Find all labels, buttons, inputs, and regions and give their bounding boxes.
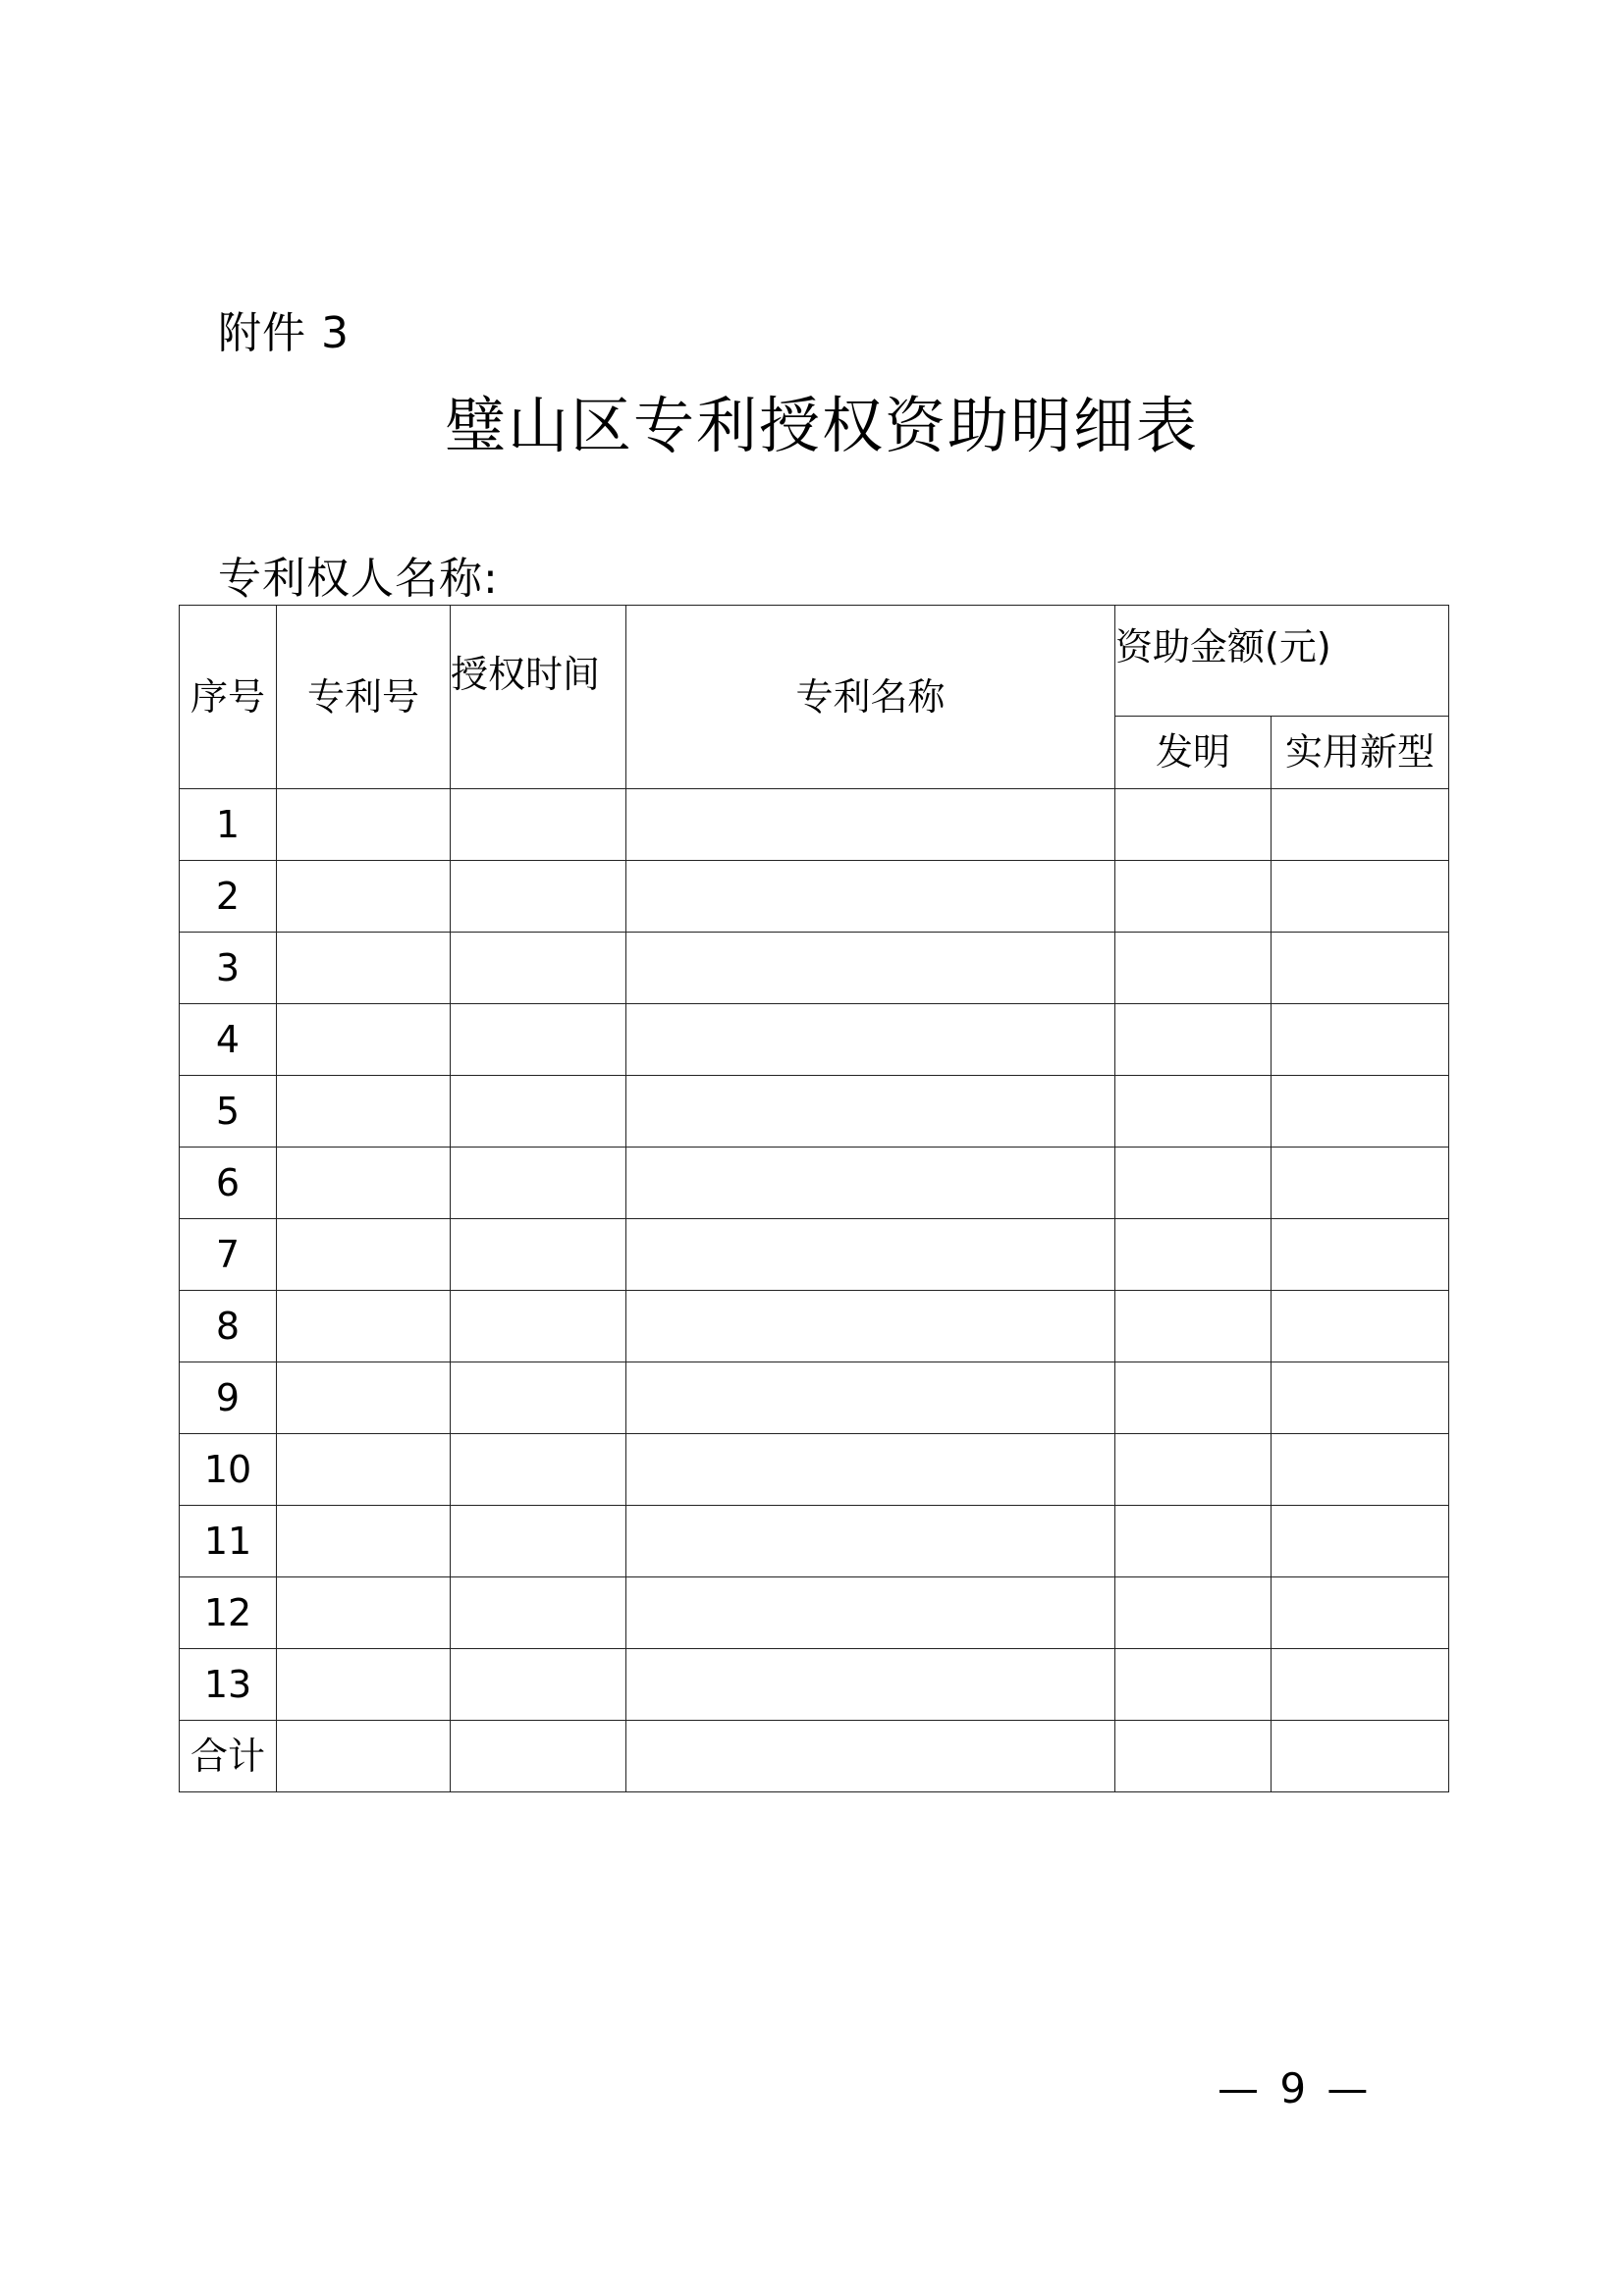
- patent-name-cell[interactable]: [626, 1004, 1115, 1076]
- header-grant-time: 授权时间: [451, 606, 626, 789]
- page-title: 璧山区专利授权资助明细表: [444, 390, 1199, 461]
- patent-no-cell[interactable]: [277, 789, 451, 861]
- invention-amount-cell[interactable]: [1115, 861, 1272, 933]
- patent-name-cell[interactable]: [626, 933, 1115, 1004]
- invention-amount-cell[interactable]: [1115, 1577, 1272, 1649]
- row-seq-cell: 6: [180, 1148, 277, 1219]
- page-number: — 9 —: [1218, 2064, 1373, 2112]
- table-row: [180, 1291, 1449, 1362]
- grant-time-cell[interactable]: [451, 1219, 626, 1291]
- utility-model-amount-cell[interactable]: [1272, 1004, 1449, 1076]
- patent-no-cell[interactable]: [277, 1076, 451, 1148]
- utility-model-amount-cell[interactable]: [1272, 1076, 1449, 1148]
- patent-no-cell[interactable]: [277, 933, 451, 1004]
- invention-amount-cell[interactable]: [1115, 1649, 1272, 1721]
- header-patent-name: 专利名称: [626, 606, 1115, 789]
- grant-time-cell[interactable]: [451, 1076, 626, 1148]
- utility-model-amount-cell[interactable]: [1272, 1506, 1449, 1577]
- grant-time-cell[interactable]: [451, 861, 626, 933]
- row-seq-cell: 4: [180, 1004, 277, 1076]
- row-seq-cell: 12: [180, 1577, 277, 1649]
- table-row: [180, 1577, 1449, 1649]
- patent-no-cell[interactable]: [277, 1434, 451, 1506]
- utility-model-amount-cell[interactable]: [1272, 1219, 1449, 1291]
- table-row: [180, 1434, 1449, 1506]
- grant-time-cell[interactable]: [451, 789, 626, 861]
- row-seq-cell: 2: [180, 861, 277, 933]
- utility-model-amount-cell[interactable]: [1272, 933, 1449, 1004]
- utility-model-amount-cell[interactable]: [1272, 1148, 1449, 1219]
- patent-name-cell[interactable]: [626, 1649, 1115, 1721]
- patent-name-cell[interactable]: [626, 861, 1115, 933]
- patent-name-cell[interactable]: [626, 1362, 1115, 1434]
- grant-time-cell[interactable]: [451, 1434, 626, 1506]
- table-row: [180, 789, 1449, 861]
- header-invention: 发明: [1115, 716, 1272, 788]
- total-row: [180, 1721, 1449, 1792]
- patent-no-cell[interactable]: [277, 1148, 451, 1219]
- invention-amount-cell[interactable]: [1115, 1721, 1272, 1792]
- utility-model-amount-cell[interactable]: [1272, 1291, 1449, 1362]
- table-row: [180, 861, 1449, 933]
- invention-amount-cell[interactable]: [1115, 1434, 1272, 1506]
- row-seq-cell: 13: [180, 1649, 277, 1721]
- invention-amount-cell[interactable]: [1115, 1219, 1272, 1291]
- patent-name-cell[interactable]: [626, 1148, 1115, 1219]
- row-seq-cell: 10: [180, 1434, 277, 1506]
- invention-amount-cell[interactable]: [1115, 1506, 1272, 1577]
- utility-model-amount-cell[interactable]: [1272, 1721, 1449, 1792]
- patent-name-cell[interactable]: [626, 1577, 1115, 1649]
- invention-amount-cell[interactable]: [1115, 1148, 1272, 1219]
- row-seq-cell: 1: [180, 789, 277, 861]
- patent-name-cell[interactable]: [626, 1076, 1115, 1148]
- subsidy-detail-table: [179, 605, 1449, 1792]
- row-seq-cell: 3: [180, 933, 277, 1004]
- patent-name-cell[interactable]: [626, 1291, 1115, 1362]
- table-row: [180, 1362, 1449, 1434]
- attachment-label: 附件 3: [218, 308, 350, 358]
- grant-time-cell[interactable]: [451, 933, 626, 1004]
- grant-time-cell[interactable]: [451, 1004, 626, 1076]
- invention-amount-cell[interactable]: [1115, 1004, 1272, 1076]
- patent-no-cell[interactable]: [277, 861, 451, 933]
- utility-model-amount-cell[interactable]: [1272, 1577, 1449, 1649]
- patent-no-cell[interactable]: [277, 1649, 451, 1721]
- patent-no-cell[interactable]: [277, 1506, 451, 1577]
- utility-model-amount-cell[interactable]: [1272, 1434, 1449, 1506]
- invention-amount-cell[interactable]: [1115, 789, 1272, 861]
- utility-model-amount-cell[interactable]: [1272, 789, 1449, 861]
- invention-amount-cell[interactable]: [1115, 1291, 1272, 1362]
- table-row: [180, 1219, 1449, 1291]
- row-seq-cell: 5: [180, 1076, 277, 1148]
- table-row: [180, 1004, 1449, 1076]
- patent-name-cell[interactable]: [626, 1721, 1115, 1792]
- invention-amount-cell[interactable]: [1115, 1076, 1272, 1148]
- invention-amount-cell[interactable]: [1115, 933, 1272, 1004]
- table-row: [180, 1649, 1449, 1721]
- row-seq-cell: 7: [180, 1219, 277, 1291]
- patent-no-cell[interactable]: [277, 1219, 451, 1291]
- header-patent-no: 专利号: [277, 606, 451, 789]
- grant-time-cell[interactable]: [451, 1649, 626, 1721]
- grant-time-cell[interactable]: [451, 1721, 626, 1792]
- row-seq-cell: 9: [180, 1362, 277, 1434]
- row-seq-cell: 8: [180, 1291, 277, 1362]
- grant-time-cell[interactable]: [451, 1362, 626, 1434]
- patent-no-cell[interactable]: [277, 1291, 451, 1362]
- row-seq-cell: 合计: [180, 1721, 277, 1792]
- patent-name-cell[interactable]: [626, 1219, 1115, 1291]
- utility-model-amount-cell[interactable]: [1272, 1362, 1449, 1434]
- header-amount-group: 资助金额(元): [1115, 606, 1449, 717]
- patent-no-cell[interactable]: [277, 1721, 451, 1792]
- patentee-name-label: 专利权人名称:: [218, 554, 499, 604]
- patent-no-cell[interactable]: [277, 1577, 451, 1649]
- header-utility-model: 实用新型: [1272, 716, 1449, 788]
- patent-name-cell[interactable]: [626, 1506, 1115, 1577]
- header-row: [180, 606, 1449, 717]
- grant-time-cell[interactable]: [451, 1506, 626, 1577]
- table-row: [180, 933, 1449, 1004]
- patent-no-cell[interactable]: [277, 1362, 451, 1434]
- invention-amount-cell[interactable]: [1115, 1362, 1272, 1434]
- grant-time-cell[interactable]: [451, 1577, 626, 1649]
- header-seq: 序号: [180, 606, 277, 789]
- patent-no-cell[interactable]: [277, 1004, 451, 1076]
- utility-model-amount-cell[interactable]: [1272, 1649, 1449, 1721]
- utility-model-amount-cell[interactable]: [1272, 861, 1449, 933]
- grant-time-cell[interactable]: [451, 1148, 626, 1219]
- row-seq-cell: 11: [180, 1506, 277, 1577]
- table-row: [180, 1076, 1449, 1148]
- grant-time-cell[interactable]: [451, 1291, 626, 1362]
- table-row: [180, 1148, 1449, 1219]
- table-row: [180, 1506, 1449, 1577]
- patent-name-cell[interactable]: [626, 789, 1115, 861]
- patent-name-cell[interactable]: [626, 1434, 1115, 1506]
